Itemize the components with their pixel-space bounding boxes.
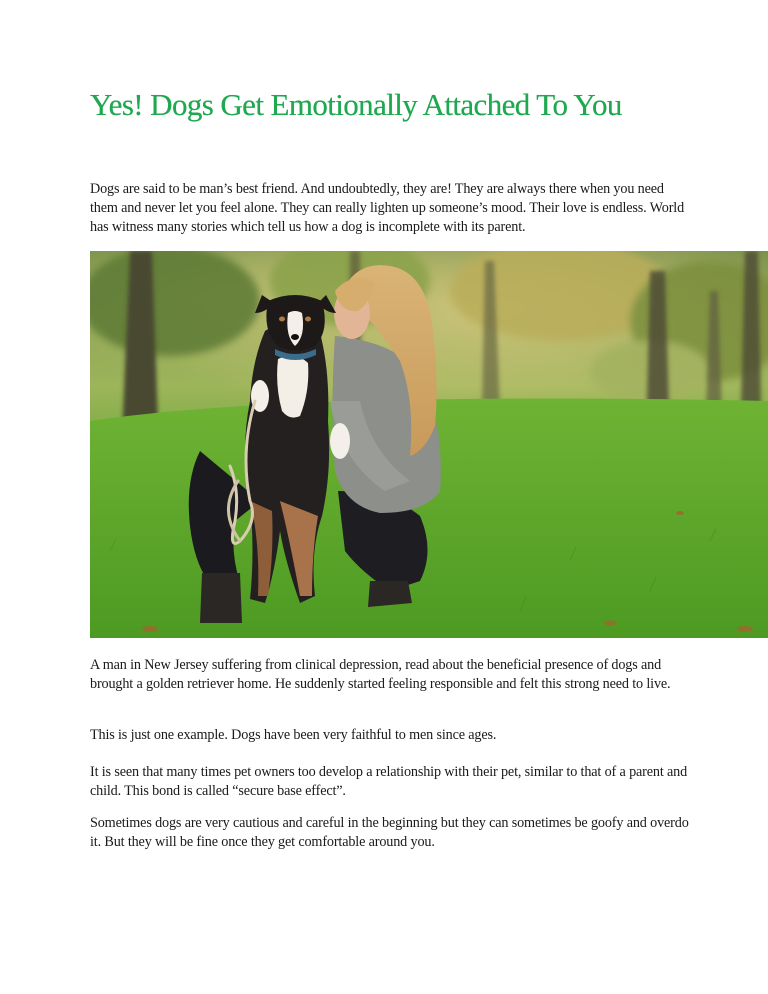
dog-photo xyxy=(90,251,768,638)
body-paragraph: A man in New Jersey suffering from clinical depression, read about the beneficial presence of dogs and brought a golden retriever home. He suddenly started feeling responsible and felt this strong need to live. xyxy=(90,657,671,692)
body-paragraph: This is just one example. Dogs have been very faithful to men since ages. xyxy=(90,727,497,743)
body-paragraph: It is seen that many times pet owners too develop a relationship with their pet, similar to that of a parent and child. This bond is called “secure base effect”. xyxy=(90,764,688,799)
body-paragraph: Sometimes dogs are very cautious and careful in the beginning but they can sometimes be goofy and overdo it. But they will be fine once they get comfortable around you. xyxy=(90,815,689,850)
article-title: Yes! Dogs Get Emotionally Attached To You xyxy=(90,87,622,122)
intro-paragraph: Dogs are said to be man’s best friend. And undoubtedly, they are! They are always there when you need them and never let you feel alone. They can really lighten up someone’s mood. Their love is endless. World has witness many stories which tell us how a dog is incomplete with its parent. xyxy=(90,181,685,235)
